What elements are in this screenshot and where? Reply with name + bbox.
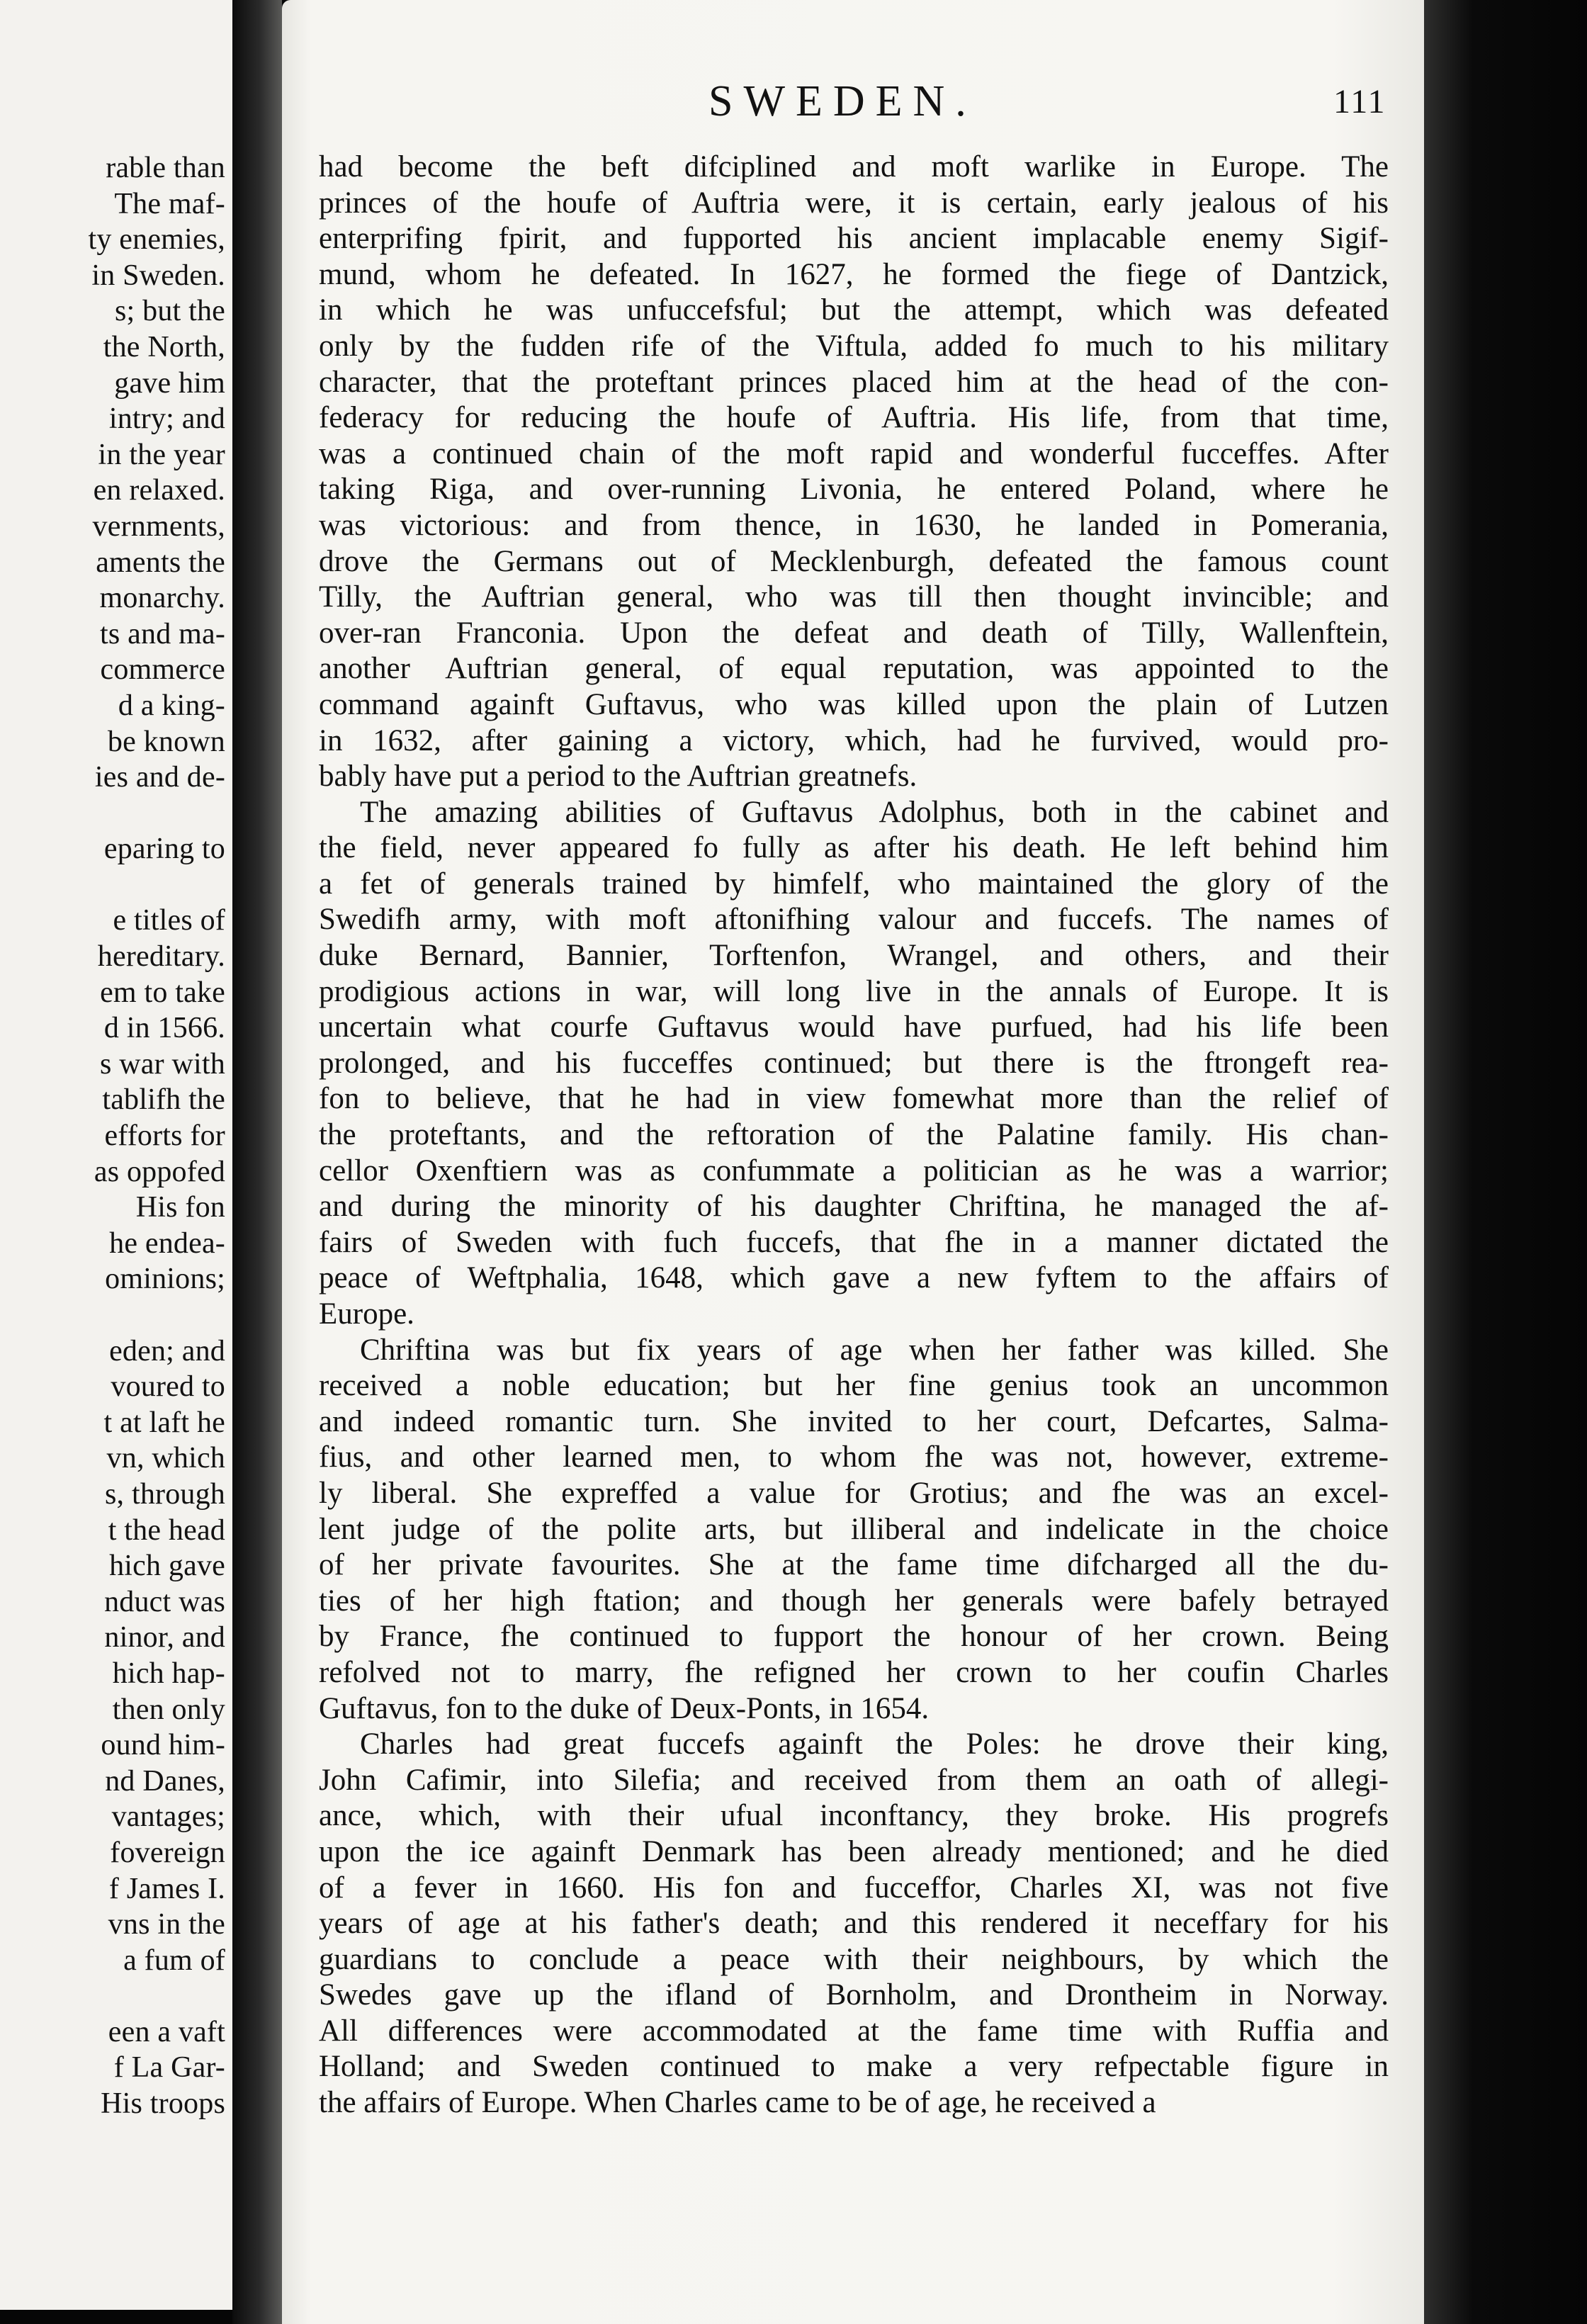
- text-line: uncertain what courfe Guftavus would have purfued, had his life been: [319, 1010, 1389, 1044]
- previous-page-fragment: [0, 0, 234, 2310]
- previous-page-line: His fon: [135, 1191, 225, 1224]
- previous-page-line: e titles of: [113, 904, 225, 937]
- text-line: and during the minority of his daughter Chriftina, he managed the af-: [319, 1190, 1389, 1224]
- previous-page-line: in the year: [98, 438, 225, 471]
- text-line: Europe.: [319, 1297, 414, 1331]
- previous-page-line: voured to: [111, 1370, 225, 1404]
- previous-page-line: vantages;: [111, 1800, 225, 1834]
- previous-page-line: monarchy.: [99, 582, 225, 615]
- previous-page-line: efforts for: [104, 1119, 225, 1153]
- text-line: All differences were accommodated at the fame time with Ruffia and: [319, 2014, 1389, 2048]
- text-line: in 1632, after gaining a victory, which, had he furvived, would pro-: [319, 723, 1389, 757]
- page-body-text: [319, 150, 1389, 2121]
- text-line: command againft Guftavus, who was killed upon the plain of Lutzen: [319, 687, 1389, 721]
- previous-page-line: ominions;: [105, 1263, 225, 1296]
- previous-page-line: in Sweden.: [91, 259, 225, 292]
- previous-page-line: vn, which: [106, 1442, 225, 1475]
- previous-page-line: tablifh the: [102, 1083, 225, 1117]
- previous-page-line: ies and de-: [94, 761, 225, 794]
- previous-page-line: ty enemies,: [88, 223, 225, 256]
- previous-page-line: then only: [112, 1693, 225, 1726]
- previous-page-line: a fum of: [123, 1944, 225, 1977]
- text-line: the affairs of Europe. When Charles came to be of age, he received a: [319, 2086, 1156, 2120]
- page-edge-shadow: [1424, 0, 1587, 2324]
- previous-page-line: intry; and: [108, 402, 225, 436]
- text-line: taking Riga, and over-running Livonia, he entered Poland, where he: [319, 473, 1389, 507]
- previous-page-line: as oppofed: [94, 1155, 225, 1188]
- previous-page-line: gave him: [114, 366, 225, 400]
- text-line: lent judge of the polite arts, but illiberal and indelicate in the choice: [319, 1512, 1389, 1546]
- text-line: mund, whom he defeated. In 1627, he formed the fiege of Dantzick,: [319, 257, 1389, 291]
- text-line: ly liberal. She expreffed a value for Grotius; and fhe was an excel-: [319, 1476, 1389, 1510]
- previous-page-line: f James I.: [108, 1872, 225, 1905]
- text-line: ance, which, with their ufual inconftancy, they broke. His progrefs: [319, 1799, 1389, 1833]
- text-line: Tilly, the Auftrian general, who was till then thought invincible; and: [319, 580, 1389, 614]
- text-line: bably have put a period to the Auftrian greatnefs.: [319, 760, 917, 794]
- text-line: of a fever in 1660. His fon and fucceffor, Charles XI, was not five: [319, 1871, 1389, 1905]
- text-line: Holland; and Sweden continued to make a very refpectable figure in: [319, 2050, 1389, 2084]
- text-line: Guftavus, fon to the duke of Deux-Ponts, in 1654.: [319, 1691, 930, 1725]
- previous-page-line: t the head: [108, 1513, 225, 1547]
- previous-page-line: the North,: [103, 330, 225, 363]
- previous-page-line: d a king-: [118, 689, 225, 722]
- previous-page-line: The maf-: [114, 187, 225, 220]
- previous-page-line: His troops: [101, 2087, 225, 2121]
- previous-page-line: d in 1566.: [103, 1012, 225, 1045]
- text-line: Chriftina was but fix years of age when her father was killed. She: [360, 1333, 1389, 1367]
- text-line: Swedes gave up the ifland of Bornholm, and Drontheim in Norway.: [319, 1978, 1389, 2012]
- previous-page-line: eparing to: [103, 833, 225, 866]
- text-line: refolved not to marry, fhe refigned her crown to her coufin Charles: [319, 1655, 1389, 1689]
- previous-page-line: eden; and: [109, 1334, 225, 1367]
- previous-page-line: commerce: [100, 653, 225, 687]
- text-line: received a noble education; but her fine genius took an uncommon: [319, 1369, 1389, 1403]
- previous-page-line: s, through: [105, 1477, 225, 1511]
- text-line: drove the Germans out of Mecklenburgh, defeated the famous count: [319, 544, 1389, 578]
- text-line: duke Bernard, Bannier, Torftenfon, Wrangel, and others, and their: [319, 939, 1389, 973]
- text-line: ties of her high ftation; and though her generals were bafely betrayed: [319, 1584, 1389, 1618]
- previous-page-line: f La Gar-: [113, 2051, 225, 2085]
- text-line: peace of Weftphalia, 1648, which gave a new fyftem to the affairs of: [319, 1261, 1389, 1295]
- text-line: the field, never appeared fo fully as after his death. He left behind him: [319, 831, 1389, 865]
- text-line: the proteftants, and the reftoration of the Palatine family. His chan-: [319, 1118, 1389, 1152]
- text-line: prodigious actions in war, will long live in the annals of Europe. It is: [319, 974, 1389, 1008]
- text-line: was victorious: and from thence, in 1630, he landed in Pomerania,: [319, 508, 1389, 542]
- previous-page-line: een a vaft: [108, 2015, 225, 2048]
- text-line: cellor Oxenftiern was as confummate a politician as he was a warrior;: [319, 1153, 1389, 1188]
- previous-page-line: [0, 1297, 225, 1333]
- previous-page-line: hich gave: [109, 1550, 225, 1583]
- previous-page-line: t at laft he: [103, 1406, 225, 1439]
- previous-page-line: [0, 796, 225, 832]
- previous-page-line: nd Danes,: [105, 1764, 225, 1798]
- previous-page-line: ninor, and: [104, 1621, 225, 1654]
- text-line: The amazing abilities of Guftavus Adolphus, both in the cabinet and: [360, 795, 1389, 829]
- previous-page-line: nduct was: [104, 1585, 225, 1618]
- text-line: fairs of Sweden with fuch fuccefs, that fhe in a manner dictated the: [319, 1225, 1389, 1259]
- text-line: enterprifing fpirit, and fupported his ancient implacable enemy Sigif-: [319, 222, 1389, 256]
- text-line: fon to believe, that he had in view fomewhat more than the relief of: [319, 1082, 1389, 1116]
- page-number: 111: [1333, 83, 1386, 120]
- text-line: prolonged, and his fucceffes continued; but there is the ftrongeft rea-: [319, 1046, 1389, 1080]
- text-line: princes of the houfe of Auftria were, it is certain, early jealous of his: [319, 186, 1389, 220]
- previous-page-line: vernments,: [92, 509, 225, 543]
- previous-page-line: hich hap-: [112, 1657, 225, 1690]
- text-line: guardians to conclude a peace with their neighbours, by which the: [319, 1942, 1389, 1976]
- previous-page-line: rable than: [106, 152, 225, 184]
- previous-page-line: aments the: [96, 546, 225, 579]
- previous-page-line: he endea-: [109, 1226, 225, 1260]
- previous-page-line: [0, 1978, 225, 2014]
- text-line: Swedifh army, with moft aftonifhing valour and fuccefs. The names of: [319, 903, 1389, 937]
- previous-page-line: en relaxed.: [93, 474, 225, 507]
- running-title: SWEDEN.: [708, 77, 977, 125]
- text-line: had become the beft difciplined and moft warlike in Europe. The: [319, 150, 1389, 184]
- previous-page-line: s war with: [100, 1047, 225, 1081]
- previous-page-line: [0, 867, 225, 903]
- previous-page-text: [0, 150, 225, 2122]
- previous-page-line: ound him-: [101, 1729, 225, 1762]
- text-line: by France, fhe continued to fupport the honour of her crown. Being: [319, 1620, 1389, 1654]
- text-line: was a continued chain of the moft rapid and wonderful fucceffes. After: [319, 436, 1389, 470]
- text-line: of her private favourites. She at the fame time difcharged all the du-: [319, 1548, 1389, 1582]
- text-line: in which he was unfuccefsful; but the attempt, which was defeated: [319, 293, 1389, 327]
- text-line: another Auftrian general, of equal reputation, was appointed to the: [319, 652, 1389, 686]
- previous-page-line: ts and ma-: [100, 617, 225, 650]
- text-line: fius, and other learned men, to whom fhe was not, however, extreme-: [319, 1440, 1389, 1474]
- text-line: years of age at his father's death; and this rendered it neceffary for his: [319, 1907, 1389, 1941]
- text-line: only by the fudden rife of the Viftula, added fo much to his military: [319, 329, 1389, 363]
- text-line: Charles had great fuccefs againft the Poles: he drove their king,: [360, 1727, 1389, 1761]
- text-line: upon the ice againft Denmark has been already mentioned; and he died: [319, 1834, 1389, 1868]
- text-line: over-ran Franconia. Upon the defeat and death of Tilly, Wallenftein,: [319, 616, 1389, 650]
- previous-page-line: fovereign: [110, 1836, 225, 1869]
- previous-page-line: vns in the: [108, 1908, 225, 1941]
- previous-page-line: hereditary.: [97, 940, 225, 974]
- previous-page-line: s; but the: [115, 295, 225, 328]
- previous-page-line: em to take: [100, 976, 225, 1009]
- text-line: character, that the proteftant princes placed him at the head of the con-: [319, 365, 1389, 399]
- text-line: John Cafimir, into Silefia; and received from them an oath of allegi-: [319, 1763, 1389, 1797]
- previous-page-line: be known: [107, 725, 225, 758]
- text-line: federacy for reducing the houfe of Auftria. His life, from that time,: [319, 401, 1389, 435]
- text-line: a fet of generals trained by himfelf, who maintained the glory of the: [319, 867, 1389, 901]
- text-line: and indeed romantic turn. She invited to her court, Defcartes, Salma-: [319, 1404, 1389, 1438]
- book-gutter: [232, 0, 282, 2324]
